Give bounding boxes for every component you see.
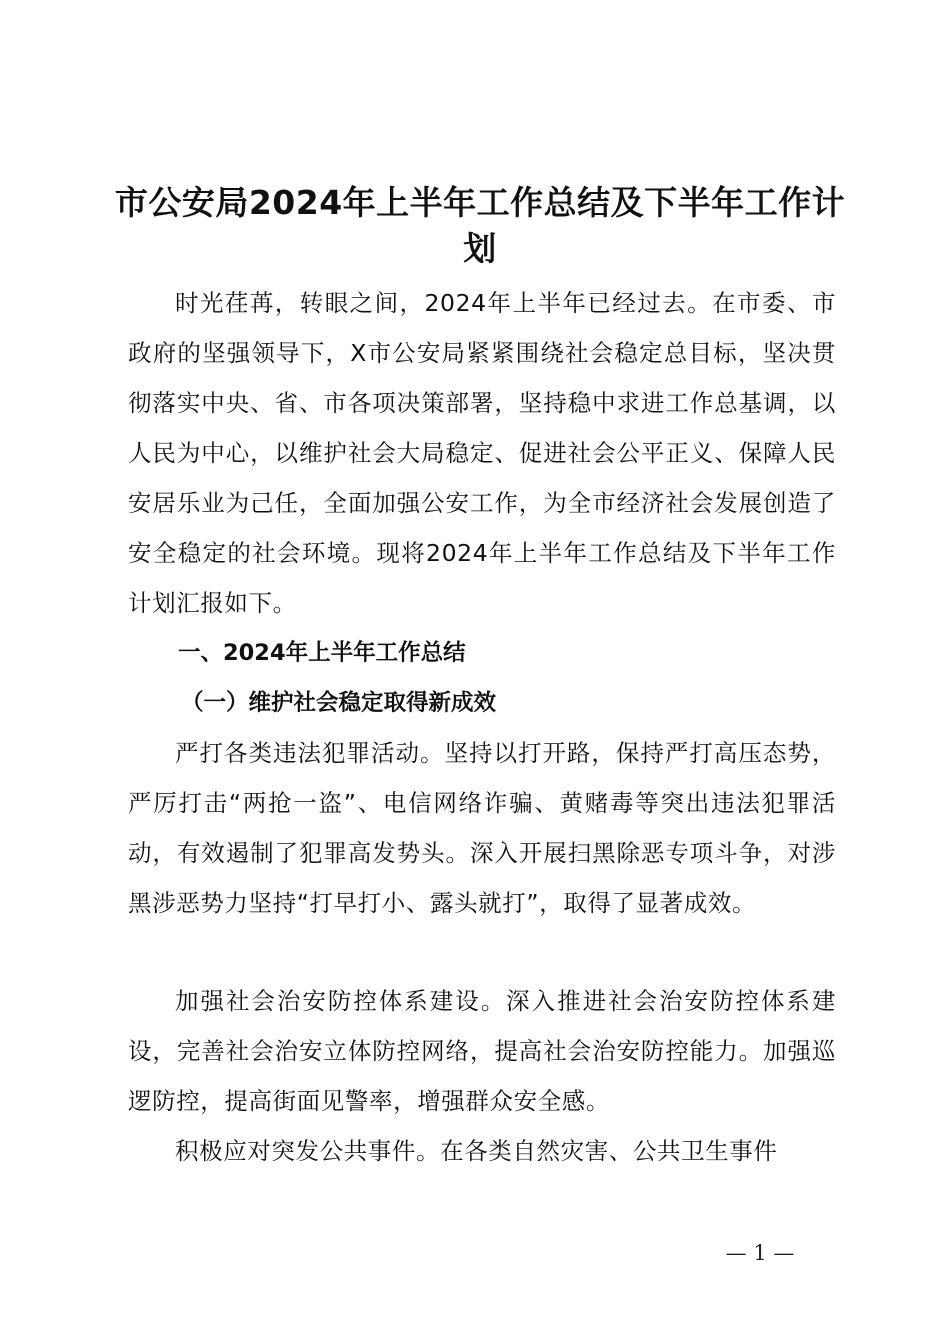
security-system-paragraph: 加强社会治安防控体系建设。深入推进社会治安防控体系建设，完善社会治安立体防控网络，提高社会治安防控能力。加强巡逻防控，提高街面见警率，增强群众安全感。 bbox=[128, 987, 836, 1115]
emergency-response-paragraph: 积极应对突发公共事件。在各类自然灾害、公共卫生事件 bbox=[175, 1137, 778, 1165]
document-title: 市公安局2024年上半年工作总结及下半年工作计划 bbox=[114, 183, 846, 268]
crime-crackdown-paragraph: 严打各类违法犯罪活动。坚持以打开路，保持严打高压态势，严厉打击“两抢一盗”、电信网络诈骗、黄赌毒等突出违法犯罪活动，有效遏制了犯罪高发势头。深入开展扫黑除恶专项斗争，对涉黑涉恶势力坚持“打早打小、露头就打”，取得了显著成效。 bbox=[128, 739, 836, 917]
section-heading: 一、2024年上半年工作总结 bbox=[178, 640, 466, 666]
subsection-heading: （一）维护社会稳定取得新成效 bbox=[181, 690, 497, 716]
page-number: — 1 — bbox=[725, 1241, 795, 1265]
intro-paragraph: 时光荏苒，转眼之间，2024年上半年已经过去。在市委、市政府的坚强领导下，X市公安局紧紧围绕社会稳定总目标，坚决贯彻落实中央、省、市各项决策部署，坚持稳中求进工作总基调，以人民为中心，以维护社会大局稳定、促进社会公平正义、保障人民安居乐业为己任，全面加强公安工作，为全市经济社会发展创造了安全稳定的社会环境。现将2024年上半年工作总结及下半年工作计划汇报如下。 bbox=[128, 289, 836, 617]
